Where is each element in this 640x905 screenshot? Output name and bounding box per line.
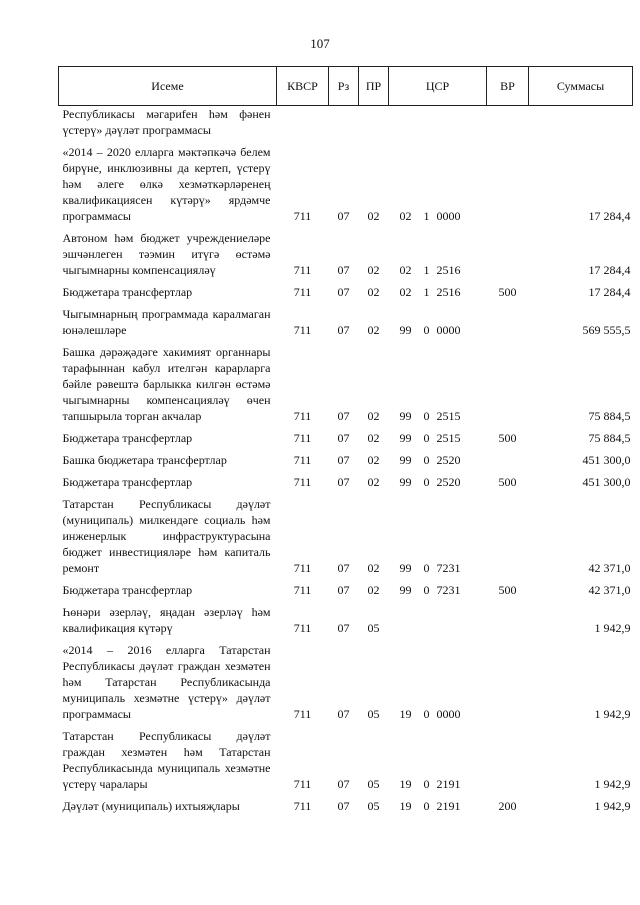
row-csr-part1: 02 (399, 209, 412, 223)
row-pr: 02 (367, 475, 380, 489)
row-vr (487, 106, 529, 139)
row-sum: 1 942,9 (594, 777, 631, 791)
header-name: Исеме (59, 67, 277, 106)
row-rz: 07 (337, 409, 350, 423)
row-csr (389, 474, 487, 490)
row-csr-part2: 0 (423, 707, 430, 721)
row-vr (487, 144, 529, 224)
row-csr-part3: 2515 (436, 409, 461, 423)
row-csr (389, 798, 487, 814)
table-row (59, 230, 633, 278)
row-csr-part3: 7231 (436, 561, 461, 575)
row-sum: 1 942,9 (594, 707, 631, 721)
row-csr-part3: 2191 (436, 799, 461, 813)
header-pr: ПР (359, 67, 389, 106)
row-pr: 05 (367, 707, 380, 721)
row-csr (389, 230, 487, 278)
row-csr-part3: 2516 (436, 263, 461, 277)
table-row (59, 474, 633, 490)
table-row (59, 284, 633, 300)
row-csr-part2: 1 (423, 263, 430, 277)
table-header-row (59, 67, 633, 106)
row-name: «2014 – 2020 елларга мәктәпкәчә белем бирүне, инклюзивны да кертеп, үстерү һәм әлеге өлкә хезмәткәрләренең квалификациясен күтәрү» ярдәмче программасы (62, 145, 271, 223)
table-row (59, 430, 633, 446)
table-row (59, 642, 633, 722)
budget-table (58, 66, 633, 814)
row-vr (487, 496, 529, 576)
row-csr-part3: 7231 (436, 583, 461, 597)
row-csr-part2: 0 (423, 453, 430, 467)
row-pr: 05 (367, 777, 380, 791)
row-csr-part1: 99 (399, 475, 412, 489)
row-kvsr: 711 (293, 799, 312, 813)
row-csr-part3: 2516 (436, 285, 461, 299)
row-csr (389, 452, 487, 468)
row-pr: 02 (367, 561, 380, 575)
row-rz: 07 (337, 799, 350, 813)
table-row (59, 496, 633, 576)
row-kvsr: 711 (293, 263, 312, 277)
row-vr: 500 (498, 285, 517, 299)
row-csr-part2: 0 (423, 431, 430, 445)
row-csr (389, 344, 487, 424)
row-rz: 07 (337, 707, 350, 721)
row-rz: 07 (337, 475, 350, 489)
row-csr-part1: 19 (399, 777, 412, 791)
row-sum: 569 555,5 (582, 323, 631, 337)
table-row (59, 728, 633, 792)
row-sum: 17 284,4 (588, 263, 631, 277)
row-kvsr: 711 (293, 707, 312, 721)
row-csr-part3: 2515 (436, 431, 461, 445)
row-rz: 07 (337, 209, 350, 223)
row-csr-part2: 0 (423, 409, 430, 423)
header-kvsr: КВСР (277, 67, 329, 106)
row-pr: 02 (367, 431, 380, 445)
row-name: Бюджетара трансфертлар (62, 285, 193, 299)
row-sum: 451 300,0 (582, 475, 631, 489)
row-csr-part1: 99 (399, 409, 412, 423)
row-vr (487, 452, 529, 468)
row-pr: 02 (367, 285, 380, 299)
row-csr (389, 284, 487, 300)
row-pr: 02 (367, 453, 380, 467)
row-csr-part1: 99 (399, 453, 412, 467)
row-sum: 42 371,0 (588, 561, 631, 575)
row-pr: 02 (367, 409, 380, 423)
row-csr-part2: 0 (423, 583, 430, 597)
row-rz: 07 (337, 431, 350, 445)
row-csr-part3: 2520 (436, 475, 461, 489)
row-vr: 500 (498, 431, 517, 445)
row-name: Бюджетара трансфертлар (62, 475, 193, 489)
row-pr (359, 106, 389, 139)
row-name: Башка бюджетара трансфертлар (62, 453, 227, 467)
row-kvsr (277, 106, 329, 139)
row-vr: 500 (498, 583, 517, 597)
row-name: Дәүләт (муниципаль) ихтыяҗлары (62, 799, 240, 813)
row-kvsr: 711 (293, 409, 312, 423)
row-csr-part2: 0 (423, 323, 430, 337)
row-sum: 1 942,9 (594, 621, 631, 635)
row-kvsr: 711 (293, 475, 312, 489)
row-csr-part2: 1 (423, 285, 430, 299)
row-csr (389, 496, 487, 576)
table-row (59, 106, 633, 139)
row-vr (487, 604, 529, 636)
row-name: «2014 – 2016 елларга Татарстан Республикасы дәүләт граждан хезмәтен һәм Татарстан Республикасында муниципаль хезмәтне үстерү» дәүләт программасы (62, 643, 271, 721)
row-csr-part2: 0 (423, 561, 430, 575)
table-row (59, 452, 633, 468)
row-sum: 42 371,0 (588, 583, 631, 597)
row-kvsr: 711 (293, 621, 312, 635)
row-csr-part2: 1 (423, 209, 430, 223)
header-rz: Рз (329, 67, 359, 106)
row-rz: 07 (337, 323, 350, 337)
row-sum (529, 106, 633, 139)
row-csr-part3: 0000 (436, 323, 461, 337)
row-vr: 500 (498, 475, 517, 489)
row-rz: 07 (337, 263, 350, 277)
row-rz: 07 (337, 621, 350, 635)
row-name: Чыгымнарның программада каралмаган юнәлешләре (62, 307, 271, 337)
row-name: Татарстан Республикасы дәүләт граждан хезмәтен һәм Татарстан Республикасында муниципаль хезмәтне үстерү чаралары (62, 729, 271, 791)
row-pr: 02 (367, 209, 380, 223)
row-pr: 05 (367, 799, 380, 813)
row-csr (389, 430, 487, 446)
row-csr-part1: 99 (399, 583, 412, 597)
row-csr-part1: 99 (399, 431, 412, 445)
row-rz: 07 (337, 453, 350, 467)
row-csr-part1: 99 (399, 323, 412, 337)
row-pr: 02 (367, 323, 380, 337)
row-name: Бюджетара трансфертлар (62, 583, 193, 597)
row-csr-part3: 0000 (436, 707, 461, 721)
row-name: Республикасы мәгариfeн һәм фәнен үстерү» дәүләт программасы (62, 107, 271, 137)
row-kvsr: 711 (293, 583, 312, 597)
row-vr (487, 344, 529, 424)
row-csr-part3: 2520 (436, 453, 461, 467)
row-vr (487, 306, 529, 338)
row-rz: 07 (337, 583, 350, 597)
header-sum: Суммасы (529, 67, 633, 106)
table-row (59, 604, 633, 636)
row-vr (487, 642, 529, 722)
row-name: Һөнәри әзерләү, яңадан әзерләү һәм квалификация күтәрү (62, 605, 271, 635)
row-csr (389, 642, 487, 722)
row-pr: 02 (367, 263, 380, 277)
row-name: Татарстан Республикасы дәүләт (муниципаль) милкендәге социаль һәм инженерлык инфраструктурасына бюджет инвестицияләре һәм капиталь ремонт (62, 497, 271, 575)
row-sum: 451 300,0 (582, 453, 631, 467)
row-kvsr: 711 (293, 561, 312, 575)
row-kvsr: 711 (293, 453, 312, 467)
page-number: 107 (310, 36, 330, 51)
row-rz: 07 (337, 777, 350, 791)
row-vr (487, 728, 529, 792)
row-csr-part1: 02 (399, 263, 412, 277)
row-csr (389, 728, 487, 792)
row-csr-part1: 99 (399, 561, 412, 575)
row-csr-part1: 19 (399, 799, 412, 813)
table-row (59, 344, 633, 424)
table-row (59, 144, 633, 224)
row-sum: 75 884,5 (588, 431, 631, 445)
row-csr-part2: 0 (423, 475, 430, 489)
row-sum: 17 284,4 (588, 209, 631, 223)
row-kvsr: 711 (293, 209, 312, 223)
row-name: Башка дәрәҗәдәге хакимият органнары тарафыннан кабул ителгән карарларга бәйле рәвештә барлыкка килгән өстәмә чыгымнарны компенсацияләү өчен тапшырыла торган акчалар (62, 345, 271, 423)
row-sum: 1 942,9 (594, 799, 631, 813)
row-csr-part2: 0 (423, 799, 430, 813)
row-csr (389, 144, 487, 224)
row-pr: 05 (367, 621, 380, 635)
table-row (59, 798, 633, 814)
row-csr (389, 604, 487, 636)
row-csr-part3: 0000 (436, 209, 461, 223)
table-row (59, 306, 633, 338)
row-kvsr: 711 (293, 777, 312, 791)
row-rz (329, 106, 359, 139)
row-csr (389, 306, 487, 338)
table-row (59, 582, 633, 598)
row-csr-part1: 02 (399, 285, 412, 299)
row-kvsr: 711 (293, 431, 312, 445)
row-csr-part3: 2191 (436, 777, 461, 791)
row-rz: 07 (337, 285, 350, 299)
row-csr (389, 582, 487, 598)
row-csr-part2: 0 (423, 777, 430, 791)
row-name: Бюджетара трансфертлар (62, 431, 193, 445)
header-vr: ВР (487, 67, 529, 106)
row-pr: 02 (367, 583, 380, 597)
row-kvsr: 711 (293, 323, 312, 337)
row-name: Автоном һәм бюджет учреждениеләре эшчәнлеген тәэмин итүгә өстәмә чыгымнарны компенсацияләү (62, 231, 271, 277)
row-sum: 75 884,5 (588, 409, 631, 423)
row-rz: 07 (337, 561, 350, 575)
row-sum: 17 284,4 (588, 285, 631, 299)
row-kvsr: 711 (293, 285, 312, 299)
header-csr: ЦСР (389, 67, 487, 106)
row-vr (487, 230, 529, 278)
row-csr (389, 106, 487, 139)
row-vr: 200 (498, 799, 517, 813)
row-csr-part1: 19 (399, 707, 412, 721)
